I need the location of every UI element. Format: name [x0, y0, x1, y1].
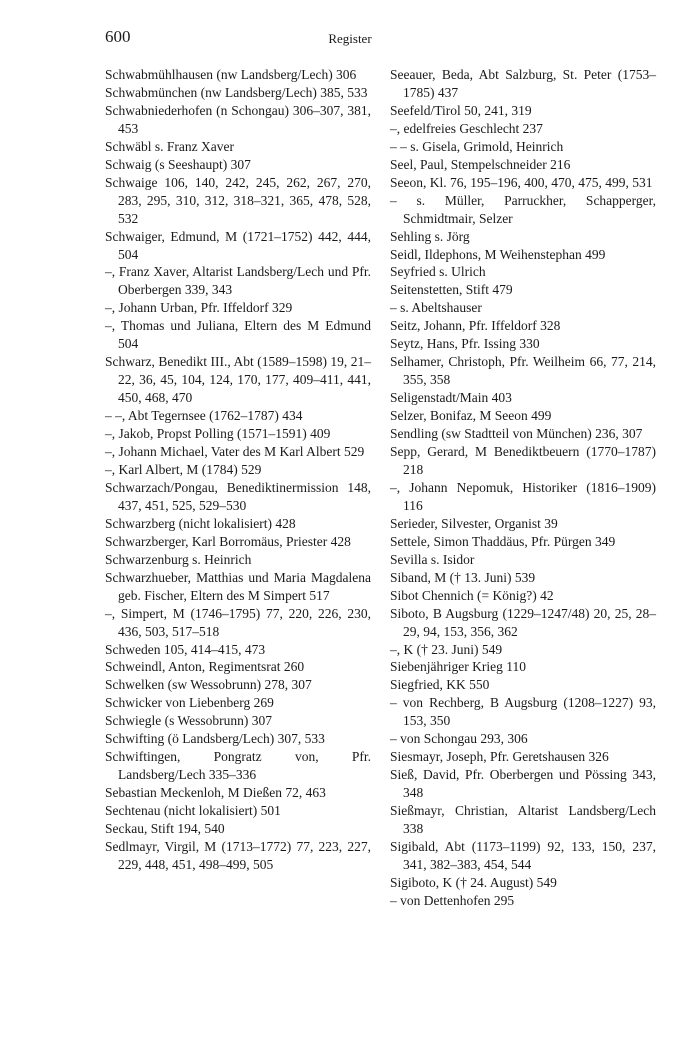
- running-head: Register: [328, 31, 372, 46]
- index-entry: – s. Müller, Parruckher, Schapperger, Schmidtmair, Selzer: [390, 192, 656, 226]
- index-entry: Schwiegle (s Wessobrunn) 307: [105, 713, 273, 729]
- index-entry: Serieder, Silvester, Organist 39: [390, 515, 558, 531]
- index-entry: – – s. Gisela, Grimold, Heinrich: [390, 138, 564, 154]
- index-entry: –, K († 23. Juni) 549: [390, 641, 503, 657]
- index-entry: –, Thomas und Juliana, Eltern des M Edmund 504: [105, 318, 371, 352]
- index-entry: Schwicker von Liebenberg 269: [105, 695, 274, 711]
- index-entry: Seckau, Stift 194, 540: [105, 821, 225, 837]
- index-entry: Sigibald, Abt (1173–1199) 92, 133, 150, 237, 341, 382–383, 454, 544: [390, 838, 656, 872]
- index-entry: Schwarzberger, Karl Borromäus, Priester 428: [105, 533, 351, 549]
- index-entry: Sießmayr, Christian, Altarist Landsberg/Lech 338: [390, 803, 656, 837]
- index-entry: Schweindl, Anton, Regimentsrat 260: [105, 659, 305, 675]
- index-entry: –, edelfreies Geschlecht 237: [390, 120, 543, 136]
- index-entry: –, Jakob, Propst Polling (1571–1591) 409: [105, 426, 331, 442]
- index-entry: Settele, Simon Thaddäus, Pfr. Pürgen 349: [390, 533, 616, 549]
- index-entry: – s. Abeltshauser: [390, 300, 482, 316]
- index-entry: Schwaige 106, 140, 242, 245, 262, 267, 270, 283, 295, 310, 312, 318–321, 365, 478, 528, 532: [105, 174, 371, 226]
- index-entry: Siband, M († 13. Juni) 539: [390, 569, 536, 585]
- index-entry: Sedlmayr, Virgil, M (1713–1772) 77, 223, 227, 229, 448, 451, 498–499, 505: [105, 838, 371, 872]
- index-entry: Schwaig (s Seeshaupt) 307: [105, 156, 251, 172]
- index-entry: Seitenstetten, Stift 479: [390, 282, 513, 298]
- index-entry: – –, Abt Tegernsee (1762–1787) 434: [105, 408, 303, 424]
- index-entry: Selhamer, Christoph, Pfr. Weilheim 66, 77, 214, 355, 358: [390, 354, 656, 388]
- index-entry: Selzer, Bonifaz, M Seeon 499: [390, 408, 552, 424]
- index-entry: Siebenjähriger Krieg 110: [390, 659, 526, 675]
- index-entry: Schwäbl s. Franz Xaver: [105, 138, 234, 154]
- index-entry: –, Johann Michael, Vater des M Karl Albert 529: [105, 444, 365, 460]
- index-entry: – von Schongau 293, 306: [390, 731, 528, 747]
- index-entry: Schwaiger, Edmund, M (1721–1752) 442, 444, 504: [105, 228, 371, 262]
- index-entry: Siegfried, KK 550: [390, 677, 490, 693]
- index-entry: –, Simpert, M (1746–1795) 77, 220, 226, 230, 436, 503, 517–518: [105, 605, 371, 639]
- index-entry: – von Dettenhofen 295: [390, 892, 515, 908]
- index-entry: Schwabmünchen (nw Landsberg/Lech) 385, 533: [105, 84, 368, 100]
- index-entry: Schwarzhueber, Matthias und Maria Magdalena geb. Fischer, Eltern des M Simpert 517: [105, 569, 371, 603]
- index-entry: Sigiboto, K († 24. August) 549: [390, 874, 557, 890]
- index-entry: –, Johann Urban, Pfr. Iffeldorf 329: [105, 300, 293, 316]
- index-entry: –, Karl Albert, M (1784) 529: [105, 461, 262, 477]
- index-entry: Sepp, Gerard, M Benediktbeuern (1770–1787) 218: [390, 444, 656, 477]
- index-column-right: [390, 66, 656, 910]
- index-entry: –, Franz Xaver, Altarist Landsberg/Lech und Pfr. Oberbergen 339, 343: [105, 264, 371, 298]
- index-entry: Seyfried s. Ulrich: [390, 264, 486, 280]
- index-entry: Schwarz, Benedikt III., Abt (1589–1598) 19, 21–22, 36, 45, 104, 124, 170, 177, 409–411, 441, 450, 468, 470: [105, 354, 371, 406]
- index-entry: Seitz, Johann, Pfr. Iffeldorf 328: [390, 318, 561, 334]
- index-entry: Schwabmühlhausen (nw Landsberg/Lech) 306: [105, 67, 357, 82]
- index-entry: Seidl, Ildephons, M Weihenstephan 499: [390, 246, 606, 262]
- index-entry: Siboto, B Augsburg (1229–1247/48) 20, 25, 28–29, 94, 153, 356, 362: [390, 605, 656, 639]
- index-entry: Schwarzenburg s. Heinrich: [105, 551, 252, 567]
- index-entry: Schwelken (sw Wessobrunn) 278, 307: [105, 677, 312, 693]
- index-entry: Schwarzach/Pongau, Benediktinermission 148, 437, 451, 525, 529–530: [105, 479, 371, 513]
- index-entry: Seefeld/Tirol 50, 241, 319: [390, 102, 532, 118]
- index-entry: Sibot Chennich (= König?) 42: [390, 587, 554, 603]
- index-column-left: [105, 66, 371, 874]
- index-entry: Schwabniederhofen (n Schongau) 306–307, 381, 453: [105, 102, 371, 136]
- index-entry: Siesmayr, Joseph, Pfr. Geretshausen 326: [390, 749, 609, 765]
- index-entry: Seytz, Hans, Pfr. Issing 330: [390, 336, 540, 352]
- index-entry: –, Johann Nepomuk, Historiker (1816–1909) 116: [390, 479, 656, 513]
- index-entry: Seeon, Kl. 76, 195–196, 400, 470, 475, 499, 531: [390, 174, 653, 190]
- index-entry: Sechtenau (nicht lokalisiert) 501: [105, 803, 281, 819]
- index-entry: Sendling (sw Stadtteil von München) 236, 307: [390, 426, 643, 442]
- index-entry: Schweden 105, 414–415, 473: [105, 641, 266, 657]
- index-entry: Schwiftingen, Pongratz von, Pfr. Landsberg/Lech 335–336: [105, 749, 371, 783]
- index-entry: Sieß, David, Pfr. Oberbergen und Pössing 343, 348: [390, 767, 656, 801]
- index-entry: – von Rechberg, B Augsburg (1208–1227) 93, 153, 350: [390, 695, 656, 729]
- index-entry: Schwifting (ö Landsberg/Lech) 307, 533: [105, 731, 325, 747]
- index-entry: Sevilla s. Isidor: [390, 551, 475, 567]
- index-entry: Seligenstadt/Main 403: [390, 390, 512, 406]
- index-entry: Seeauer, Beda, Abt Salzburg, St. Peter (1753–1785) 437: [390, 67, 656, 100]
- index-entry: Sehling s. Jörg: [390, 228, 470, 244]
- index-entry: Seel, Paul, Stempelschneider 216: [390, 156, 571, 172]
- index-entry: Schwarzberg (nicht lokalisiert) 428: [105, 515, 296, 531]
- page-number: 600: [105, 27, 131, 46]
- index-entry: Sebastian Meckenloh, M Dießen 72, 463: [105, 785, 326, 801]
